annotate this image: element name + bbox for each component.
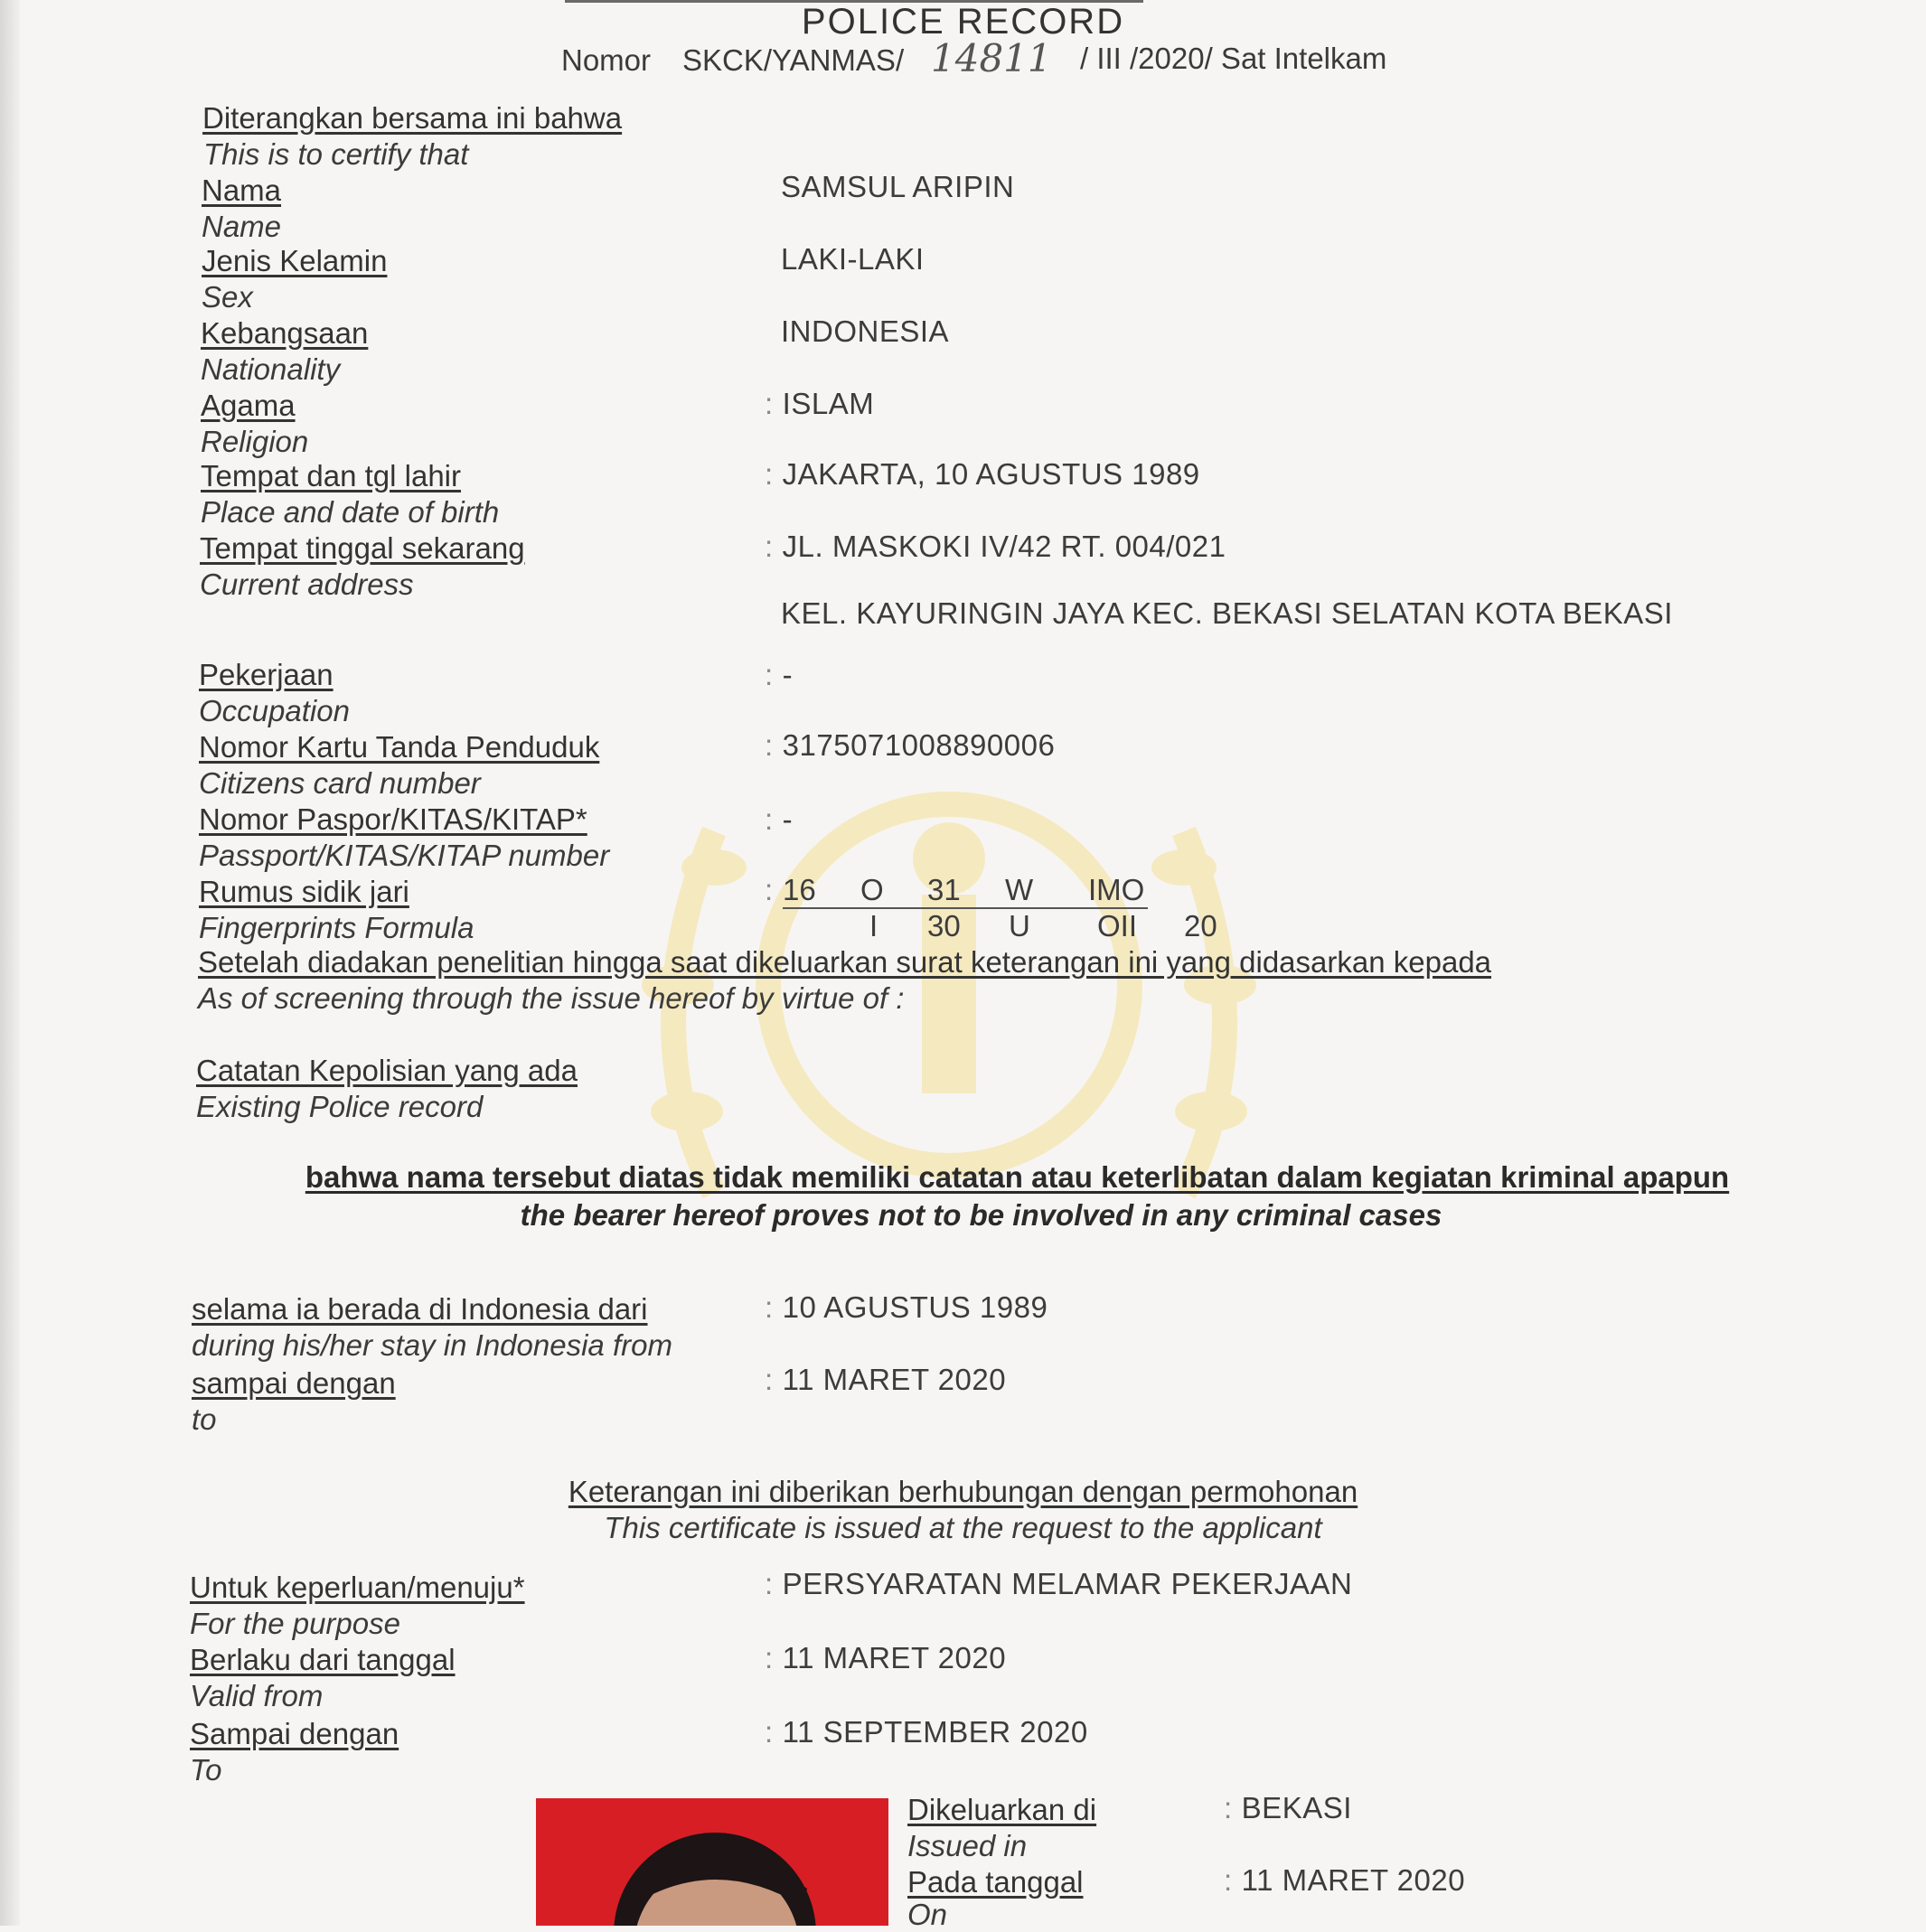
intro-label-en: This is to certify that: [203, 137, 469, 171]
fingerprint-bottom-3: U: [1009, 909, 1030, 943]
valid-to-label-en: To: [190, 1753, 222, 1787]
stay-to-value: : 11 MARET 2020: [765, 1363, 1007, 1396]
nomor-suffix: / III /2020/ Sat Intelkam: [1080, 42, 1387, 75]
field-label-religion: Agama: [201, 389, 296, 422]
issued-on-label-en: On: [907, 1898, 948, 1931]
field-label-passport: Nomor Paspor/KITAS/KITAP*: [199, 802, 587, 836]
request-statement-en: This certificate is issued at the request to the applicant: [604, 1511, 1322, 1544]
field-label-birth: Tempat dan tgl lahir: [201, 459, 461, 492]
stay-from-label: selama ia berada di Indonesia dari: [192, 1292, 648, 1326]
fingerprint-top-2: O: [860, 873, 884, 906]
stay-to-label: sampai dengan: [192, 1366, 396, 1400]
field-label-fingerprint: Rumus sidik jari: [199, 875, 409, 908]
purpose-value: : PERSYARATAN MELAMAR PEKERJAAN: [765, 1567, 1353, 1600]
no-criminal-statement: bahwa nama tersebut diatas tidak memiliki catatan atau keterlibatan dalam kegiatan kriminal apapun: [305, 1160, 1730, 1194]
fingerprint-top-3: 31: [927, 873, 961, 906]
existing-record-label: Catatan Kepolisian yang ada: [196, 1054, 578, 1087]
issued-on-label: Pada tanggal: [907, 1865, 1084, 1899]
applicant-photo: [536, 1798, 888, 1926]
field-label-id-number: Nomor Kartu Tanda Penduduk: [199, 730, 600, 764]
field-label-religion-en: Religion: [201, 425, 309, 458]
field-value-occupation: : -: [765, 658, 794, 691]
valid-from-value: : 11 MARET 2020: [765, 1641, 1007, 1674]
nomor-label: Nomor: [561, 43, 652, 77]
field-label-name: Nama: [202, 174, 282, 207]
fingerprint-top-rule: [783, 907, 1148, 909]
nomor-prefix: SKCK/YANMAS/: [682, 43, 905, 77]
field-label-birth-en: Place and date of birth: [201, 495, 500, 529]
field-label-occupation: Pekerjaan: [199, 658, 334, 691]
field-label-address-en: Current address: [200, 567, 414, 601]
fingerprint-colon: :: [765, 873, 774, 906]
existing-record-label-en: Existing Police record: [196, 1090, 484, 1123]
fingerprint-top-5: IMO: [1088, 873, 1145, 906]
field-value-sex: LAKI-LAKI: [781, 242, 925, 276]
fingerprint-bottom-5: 20: [1184, 909, 1217, 943]
field-label-nationality: Kebangsaan: [201, 316, 369, 350]
field-value-nationality: INDONESIA: [781, 314, 950, 348]
stay-from-value: : 10 AGUSTUS 1989: [765, 1290, 1048, 1324]
fingerprint-bottom-2: 30: [927, 909, 961, 943]
field-value-id-number: : 3175071008890006: [765, 728, 1056, 762]
stay-to-label-en: to: [192, 1402, 217, 1436]
field-label-nationality-en: Nationality: [201, 352, 341, 386]
nomor-handwritten: 14811: [931, 36, 1052, 80]
fingerprint-top-1: 16: [783, 873, 816, 906]
field-value-address-line2: KEL. KAYURINGIN JAYA KEC. BEKASI SELATAN KOTA BEKASI: [781, 596, 1673, 630]
issued-in-label: Dikeluarkan di: [907, 1793, 1097, 1826]
field-value-passport: : -: [765, 802, 794, 836]
field-label-address: Tempat tinggal sekarang: [200, 531, 525, 565]
field-label-sex: Jenis Kelamin: [202, 244, 388, 277]
field-label-sex-en: Sex: [202, 280, 253, 314]
applicant-silhouette-icon: [536, 1798, 888, 1926]
screening-label: Setelah diadakan penelitian hingga saat dikeluarkan surat keterangan ini yang didasarkan kepada: [198, 945, 1492, 979]
field-label-occupation-en: Occupation: [199, 694, 350, 727]
no-criminal-statement-en: the bearer hereof proves not to be involved in any criminal cases: [520, 1198, 1442, 1232]
valid-from-label-en: Valid from: [190, 1679, 324, 1712]
issued-in-label-en: Issued in: [907, 1829, 1028, 1862]
field-label-fingerprint-en: Fingerprints Formula: [199, 911, 474, 944]
field-value-name: SAMSUL ARIPIN: [781, 170, 1015, 203]
field-label-id-number-en: Citizens card number: [199, 766, 481, 800]
field-value-address: : JL. MASKOKI IV/42 RT. 004/021: [765, 530, 1226, 563]
field-value-birth: : JAKARTA, 10 AGUSTUS 1989: [765, 457, 1200, 491]
scan-edge-shadow: [0, 0, 20, 1926]
valid-to-label: Sampai dengan: [190, 1717, 399, 1750]
document-title: POLICE RECORD: [801, 2, 1125, 42]
intro-label: Diterangkan bersama ini bahwa: [202, 101, 623, 135]
issued-in-value: : BEKASI: [1224, 1791, 1352, 1824]
valid-to-value: : 11 SEPTEMBER 2020: [765, 1715, 1088, 1749]
purpose-label-en: For the purpose: [190, 1607, 400, 1640]
screening-label-en: As of screening through the issue hereof by virtue of :: [198, 981, 905, 1015]
valid-from-label: Berlaku dari tanggal: [190, 1643, 456, 1676]
field-label-name-en: Name: [202, 210, 282, 243]
field-value-religion: : ISLAM: [765, 387, 875, 420]
stay-from-label-en: during his/her stay in Indonesia from: [192, 1328, 672, 1362]
purpose-label: Untuk keperluan/menuju*: [190, 1571, 525, 1604]
fingerprint-bottom-4: OII: [1097, 909, 1138, 943]
request-statement: Keterangan ini diberikan berhubungan dengan permohonan: [568, 1475, 1358, 1508]
fingerprint-bottom-1: I: [869, 909, 878, 943]
fingerprint-top-4: W: [1005, 873, 1034, 906]
issued-on-value: : 11 MARET 2020: [1224, 1863, 1466, 1897]
field-label-passport-en: Passport/KITAS/KITAP number: [199, 839, 610, 872]
